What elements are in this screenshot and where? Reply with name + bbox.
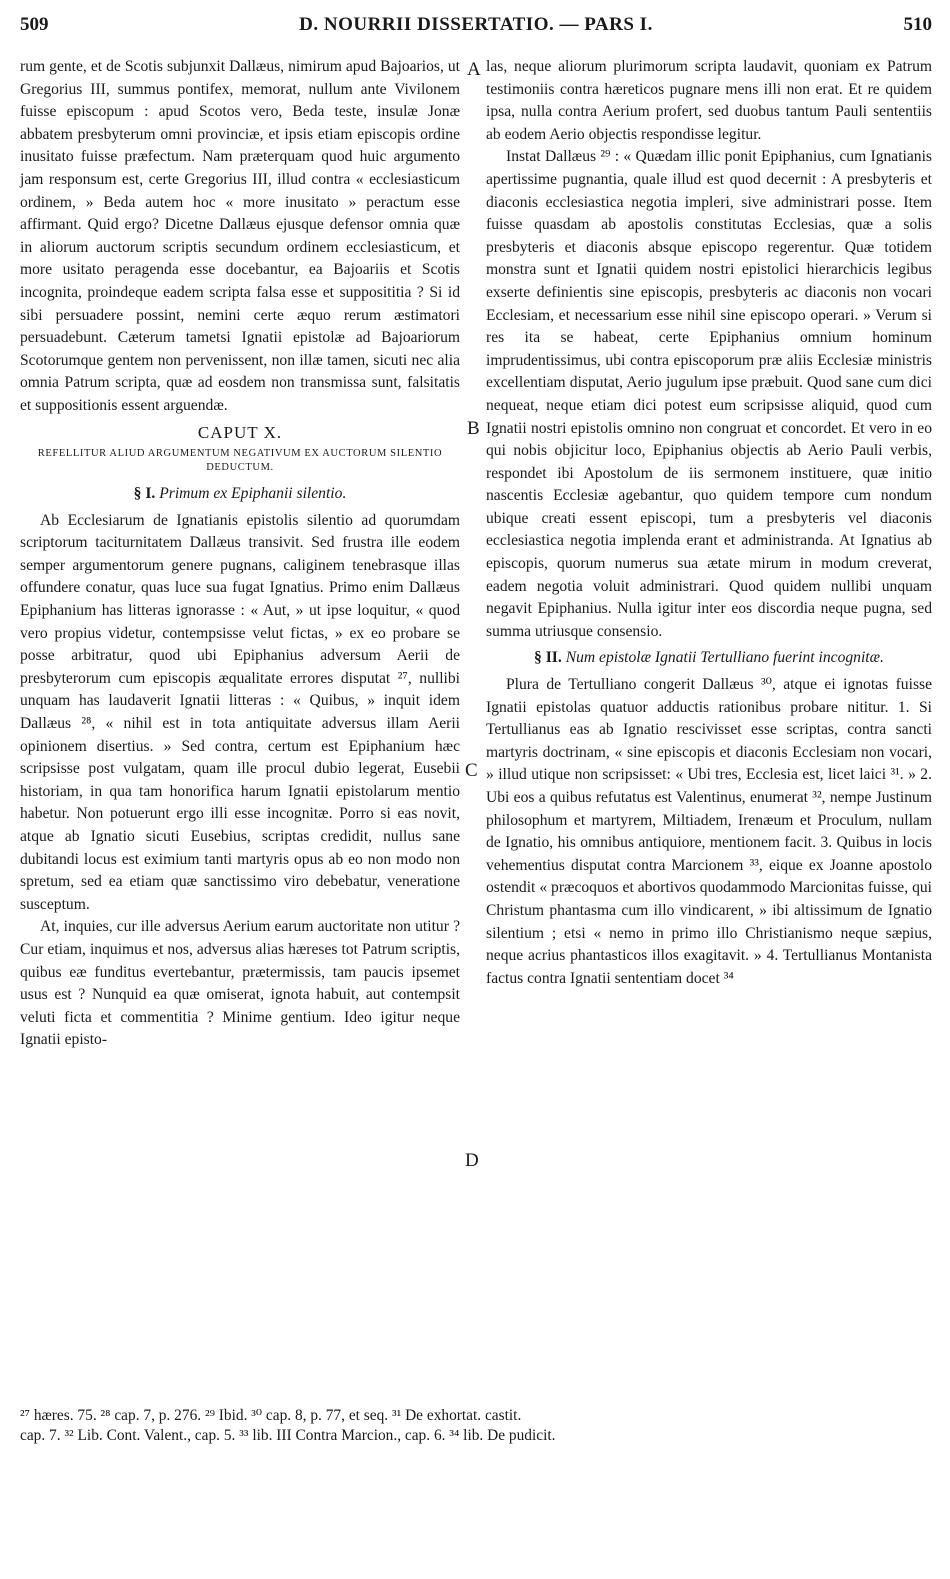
footnote-line: ²⁷ hæres. 75. ²⁸ cap. 7, p. 276. ²⁹ Ibid. ³⁰ cap. 8, p. 77, et seq. ³¹ De exhortat. castit.: [20, 1407, 522, 1424]
paragraph: At, inquies, cur ille adversus Aerium earum auctoritate non utitur ? Cur etiam, inquimus et nos, adversus alias hæreses tot Patrum scriptis, quibus eæ funditus evertebantur, prætermissis, tam paucis ipsemet usus est ? Nunquid ea quæ omiserat, ignota habuit, aut contempsit veluti ficta et commentitia ? Minime gentium. Ideo igitur neque Ignatii episto-: [20, 918, 460, 1049]
footnote-line: cap. 7. ³² Lib. Cont. Valent., cap. 5. ³³ lib. III Contra Marcion., cap. 6. ³⁴ lib. De pudicit.: [20, 1427, 556, 1444]
section-heading: [20, 483, 460, 506]
margin-marker-a: A: [467, 59, 481, 80]
paragraph: Plura de Tertulliano congerit Dallæus ³⁰, atque ei ignotas fuisse Ignatii epistolas quatuor adductis rationibus probare nititur. 1. Si Tertullianus eas ab Ignatio rescivisset esse scriptas, contra sancti martyris doctrinam, « sine episcopis et diaconis Ecclesiam non vocari, » illud utique non scripsisset: « Ubi tres, Ecclesia est, licet laici ³¹. » 2. Ubi eos a quibus refutatus est Valentinus, enumerat ³², nempe Justinum philosophum et martyrem, Miltiadem, Irenæum et Proculum, nullam de Ignatio, his omnibus antiquiore, mentionem facit. 3. Quibus in locis vehementius disputat contra Marcionem ³³, eique ex Joanne apostolo ostendit « præcoquos et abortivos quodammodo Marcionitas fuisse, qui Christum phantasma cum illo vindicarent, » ibi altissimum de Ignatio silentium ; etsi « nemo in primo illo Christianismo neque sæpius, neque acrius phantasticos illos exagitavit. » 4. Tertullianus Montanista factus contra Ignatii sententiam docet ³⁴: [486, 676, 932, 987]
left-column: [20, 56, 460, 1052]
paragraph: Ab Ecclesiarum de Ignatianis epistolis silentio ad quorumdam scriptorum taciturnitatem Dallæus transivit. Sed frustra ille eodem semper argumentorum genere pugnans, caliginem tenebrasque illas offundere conatur, quas luce sua fugat Ignatius. Primo enim Dallæus Epiphanium has litteras ignorasse : « Aut, » ut ipse loquitur, « quod vero propius videtur, contempsisse velut fictas, » ex eo probare se posse arbitratur, quod ubi Epiphanius adversum Aerii de presbyterorum cum episcopis æqualitate errores disputat ²⁷, nullibi unquam has laudaverit Ignatii litteras : « Quibus, » inquit idem Dallæus ²⁸, « nihil est in tota antiquitate adversus illam Aerii opinionem disertius. » Sed contra, certum est Epiphanium hæc scripsisse post vulgatam, quam ille procul dubio legerat, Eusebii historiam, in qua tam honorifica harum Ignatii epistolarum mentio habetur. Non potuerunt ergo illi esse incognitæ. Porro si eas novit, atque ab Ignatio sicuti Eusebius, scriptas credidit, nullus sane dubitandi locus est eximium tanti martyris opus ab eo non modo non spretum, sed ea etiam quæ sanctissimo viro debebatur, veneratione susceptum.: [20, 511, 460, 913]
paragraph: Instat Dallæus ²⁹ : « Quædam illic ponit Epiphanius, cum Ignatianis apertissime pugnantia, quale illud est quod decernit : A presbyteris et diaconis ecclesiastica negotia impleri, sive administrari posse. Item fuisse quasdam ab apostolis constitutas Ecclesias, quæ a solis presbyteris et diaconis absque episcopo regerentur. Quæ totidem monstra sunt et Ignatii quidem nostri epistolici hierarchicis legibus exserte definientis sine episcopis, presbyteris ac diaconis non vocari Ecclesiam, et necessarium esse nihil sine episcopo operari. » Verum si res ita se habeat, certe Epiphanius omnium hominum imprudentissimus, ubi contra episcoporum præ aliis Ecclesiæ ministris excellentiam disputat, Aerio jugulum ipse præbuit. Quod sane cum dici nequeat, neque etiam dici potest eum scripsisse aliquid, quod cum Ignatii nostri epistolis omnino non congruat et concordet. Et vero in eo qui nobis objicitur loco, Epiphanius objectis ab Aerio Pauli verbis, respondet ibi Apostolum de iis sermonem instituere, quæ initio nascentis Ecclesiæ agebantur, quo quidem tempore cum nondum ubique creati essent episcopi, tum a presbyteris vel diaconis ecclesiastica negotia implenda erant et administranda. At Ignatius ab episcopis, quorum numerus sua ætate mirum in modum creverat, eadem negotia voluit administrari. Quod quidem nullibi unquam negavit Epiphanius. Nulla igitur inter eos discordia neque pugna, sed summa utriusque consensio.: [486, 148, 932, 640]
chapter-heading: CAPUT X.: [197, 422, 283, 442]
page-number-left: 509: [20, 14, 49, 35]
page-number-right: 510: [903, 14, 932, 35]
margin-marker-b: B: [467, 418, 480, 439]
paragraph: rum gente, et de Scotis subjunxit Dallæus, nimirum apud Bajoarios, ut Gregorius III, summus pontifex, memorat, nullum ante Vivilonem fuisse episcopum : apud Scotos vero, Beda teste, insulæ Jonæ abbatem presbyterum omni provinciæ, et ipsis etiam episcopis ordine inusitato fuisse præfectum. Nam præterquam quod huic argumento jam responsum est, certe Gregorius III, illud contra « ecclesiasticum ordinem, » Beda autem hoc « more inusitato » peractum esse affirmant. Quid ergo? Dicetne Dallæus ejusque defensor omnia quæ in aliorum auctorum scriptis secundum ordinem ecclesiasticum, et more usitato peragenda esse docebantur, ea Bajoariis et Scotis incognita, proindeque eadem scripta falsa esse et supposititia ? Si id sibi persuadere possint, nemini certe æquo rerum æstimatori persuadebunt. Cæterum tametsi Ignatii epistolæ ad Bajoariorum Scotorumque gentem non pervenissent, non illæ tamen, sicuti nec alia omnia Patrum scripta, quæ ad eosdem non transmissa sunt, falsitatis et suppositionis essent arguendæ.: [20, 58, 460, 414]
right-column: [486, 56, 932, 990]
chapter-subheading: REFELLITUR ALIUD ARGUMENTUM NEGATIVUM EX AUCTORUM SILENTIO DEDUCTUM.: [37, 448, 443, 474]
margin-marker-d: D: [465, 1150, 479, 1171]
running-title: D. NOURRII DISSERTATIO. — PARS I.: [299, 14, 653, 35]
footnotes: [20, 1406, 932, 1446]
section-heading: [486, 647, 932, 670]
paragraph: las, neque aliorum plurimorum scripta laudavit, quoniam ex Patrum testimoniis contra hæreticos pugnare mens illi non erat. Et re quidem ipsa, nulla contra Aerium profert, sed duobus tantum Pauli sententiis ab eodem Aerio objectis respondisse legitur.: [486, 58, 932, 143]
margin-marker-c: C: [465, 760, 478, 781]
section-title: Num epistolæ Ignatii Tertulliano fuerint incognitæ.: [565, 649, 884, 667]
section-number: § II.: [534, 649, 562, 667]
running-header: [20, 14, 932, 40]
section-number: § I.: [133, 485, 156, 503]
section-title: Primum ex Epiphanii silentio.: [159, 485, 347, 503]
